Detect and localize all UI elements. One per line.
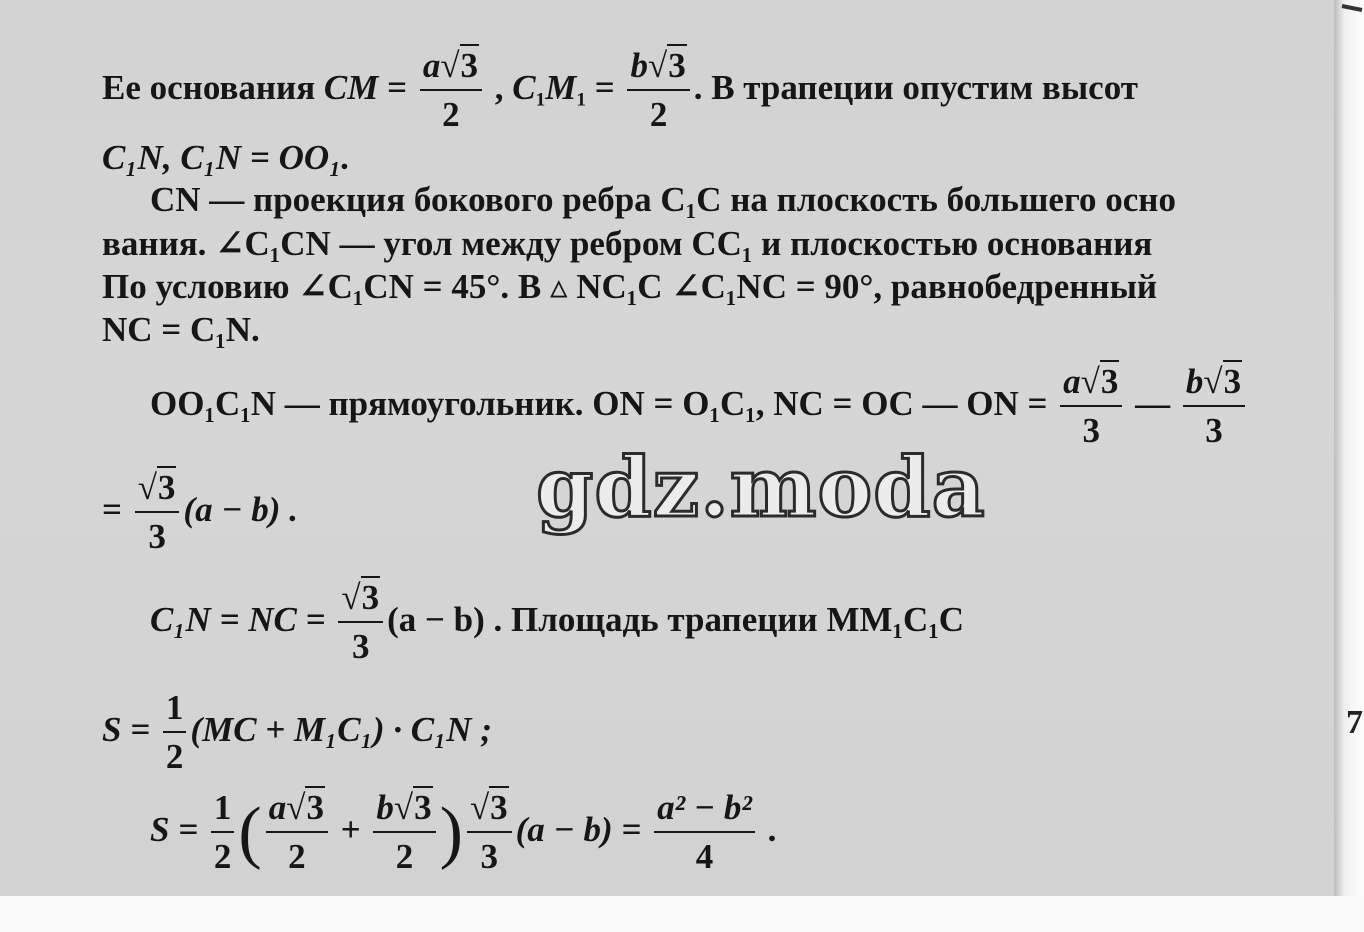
fraction-a-sqrt3-over-2: $\frac{a√3}{2}$ xyxy=(266,790,328,876)
denominator: 2 xyxy=(395,836,414,876)
page-edge-shadow xyxy=(1334,0,1364,900)
math-symbol: M xyxy=(545,67,577,107)
fraction-sqrt3-over-3: $\frac{√3}{3}$ xyxy=(135,470,180,556)
radicand: 3 xyxy=(460,46,479,85)
radicand: 3 xyxy=(1100,362,1119,401)
period: . xyxy=(758,809,777,849)
equals-sign: = xyxy=(102,489,131,529)
text-fragment: S = xyxy=(150,809,207,849)
fraction-one-half xyxy=(211,790,235,876)
text-line-11 xyxy=(150,790,776,876)
text-fragment: OO₁C₁N — прямоугольник. ON = O₁C₁, NC = OC — ON = xyxy=(150,383,1057,423)
fraction-b-sqrt3-over-3: $\frac{b√3}{3}$ xyxy=(1183,364,1245,450)
text-line-3: CN — проекция бокового ребра C₁C на плоскость большего осно xyxy=(150,180,1176,219)
numerator: a² − b² xyxy=(654,790,755,833)
denominator: 2 xyxy=(288,836,306,876)
denominator: 3 xyxy=(480,836,499,876)
numerator-var: a xyxy=(1063,362,1081,401)
denominator: 2 xyxy=(442,94,460,134)
subscript: 1 xyxy=(576,89,587,111)
text-line-7 xyxy=(150,364,1249,450)
radicand: 3 xyxy=(490,788,508,827)
text-line-9 xyxy=(150,580,964,666)
text-fragment: (MC + M₁C₁) · C₁N ; xyxy=(190,709,492,749)
watermark-logo: gdz.moda xyxy=(536,440,986,536)
text-line-6: NC = C₁N. xyxy=(102,310,260,349)
text-line-2: C₁N, C₁N = OO₁. xyxy=(102,138,351,177)
denominator: 4 xyxy=(695,836,714,876)
denominator: 3 xyxy=(351,626,370,666)
text-fragment: (a − b) = xyxy=(515,809,651,849)
fraction-a-sqrt3-over-3: $\frac{a√3}{3}$ xyxy=(1060,364,1122,450)
close-paren: ) xyxy=(439,793,463,871)
text-fragment: S = xyxy=(102,709,159,749)
fraction-b-sqrt3-over-2: $\frac{b√3}{2}$ xyxy=(373,790,435,876)
text-line-1 xyxy=(102,48,1138,134)
page-corner-mark xyxy=(1340,0,1364,22)
text-line-10 xyxy=(102,690,492,776)
equals-sign: = xyxy=(378,67,416,107)
comma: , xyxy=(486,67,513,107)
numerator-var: a xyxy=(268,788,287,827)
fraction-one-half xyxy=(163,690,187,776)
text-fragment: C₁N = NC = xyxy=(150,599,335,639)
radicand: 3 xyxy=(157,468,176,507)
fraction-sqrt3-over-3: $\frac{√3}{3}$ xyxy=(338,580,383,666)
fraction-a-sqrt3-over-2: $\frac{a√3}{2}$ xyxy=(420,48,482,134)
radicand: 3 xyxy=(1223,362,1242,401)
denominator: 3 xyxy=(1205,410,1223,450)
text-line-5: По условию ∠C₁CN = 45°. В ▵ NC₁C ∠C₁NC = 90°, равнобедренный xyxy=(102,267,1158,306)
denominator: 3 xyxy=(1082,410,1101,450)
radicand: 3 xyxy=(306,788,324,827)
text-fragment: (a − b) . Площадь трапеции MM₁C₁C xyxy=(387,599,965,639)
numerator: 1 xyxy=(163,690,187,733)
radicand: 3 xyxy=(361,578,380,617)
numerator-var: b xyxy=(1185,362,1204,401)
fraction-b-sqrt3-over-2: $\frac{b√3}{2}$ xyxy=(627,48,689,134)
numerator-var: b xyxy=(376,788,394,827)
fraction-result xyxy=(654,790,755,876)
math-symbol: C xyxy=(512,67,536,107)
denominator: 2 xyxy=(213,836,232,876)
radicand: 3 xyxy=(414,788,432,827)
scan-bottom-margin xyxy=(0,896,1364,932)
denominator: 2 xyxy=(165,736,184,776)
text-line-8 xyxy=(102,470,298,556)
denominator: 3 xyxy=(148,516,166,556)
text-fragment: Ее основания xyxy=(102,67,324,107)
page-number: 7 xyxy=(1346,704,1363,741)
subscript: 1 xyxy=(535,89,546,111)
radicand: 3 xyxy=(668,46,686,85)
equals-sign: = xyxy=(586,67,624,107)
numerator-var: b xyxy=(630,46,648,85)
open-paren: ( xyxy=(238,793,262,871)
text-fragment: (a − b) . xyxy=(183,489,298,529)
text-line-4: вания. ∠C₁CN — угол между ребром CC₁ и плоскостью основания xyxy=(102,224,1153,263)
fraction-sqrt3-over-3: $\frac{√3}{3}$ xyxy=(467,790,512,876)
numerator-var: a xyxy=(422,46,441,85)
plus-sign: + xyxy=(331,809,370,849)
math-symbol: CM xyxy=(323,67,379,107)
numerator: 1 xyxy=(211,790,235,833)
minus-sign: — xyxy=(1126,383,1179,423)
denominator: 2 xyxy=(649,94,668,134)
text-fragment: . В трапеции опустим высот xyxy=(693,67,1138,107)
